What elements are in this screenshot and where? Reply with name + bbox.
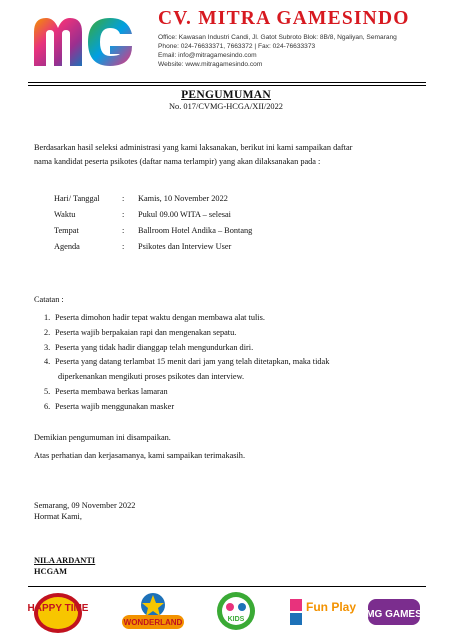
- website: Website: www.mitragamesindo.com: [158, 60, 263, 68]
- header-divider-thin: [28, 85, 426, 86]
- detail-value: Psikotes dan Interview User: [138, 242, 232, 251]
- brand-logo-happy-time: [27, 589, 89, 635]
- detail-value: Ballroom Hotel Andika – Bontang: [138, 226, 253, 235]
- greeting: Hormat Kami,: [34, 512, 82, 521]
- detail-label: Agenda: [54, 242, 80, 251]
- detail-colon: :: [122, 226, 125, 235]
- notes-heading: Catatan :: [34, 295, 64, 304]
- note-number: 3.: [44, 342, 51, 352]
- note-item: [44, 400, 424, 415]
- detail-label: Tempat: [54, 226, 79, 235]
- brand-name: WONDERLAND: [123, 618, 183, 627]
- brand-logo-wonderland: [118, 589, 188, 635]
- detail-label: Waktu: [54, 210, 76, 219]
- note-item: [44, 355, 424, 385]
- brand-name: MG GAMES: [366, 609, 422, 620]
- note-number: 6.: [44, 401, 51, 411]
- document-number: No. 017/CVMG-HCGA/XII/2022: [169, 102, 283, 111]
- brand-logo-fun-play: [286, 589, 357, 635]
- document-title: PENGUMUMAN: [181, 89, 271, 101]
- closing-statement: Demikian pengumuman ini disampaikan.: [34, 433, 171, 442]
- footer-divider: [28, 586, 426, 587]
- intro-line: nama kandidat peserta psikotes (daftar nama terlampir) yang akan dilaksanakan pada :: [34, 157, 321, 166]
- note-number: 4.: [44, 357, 51, 367]
- intro-line: Berdasarkan hasil seleksi administrasi yang kami laksanakan, berikut ini kami sampaikan daftar: [34, 143, 353, 152]
- email: Email: info@mitragamesindo.com: [158, 51, 257, 59]
- detail-label: Hari/ Tanggal: [54, 194, 100, 203]
- note-text: Peserta yang tidak hadir dianggap telah mengundurkan diri.: [55, 342, 254, 352]
- note-text: Peserta yang datang terlambat 15 menit dari jam yang telah ditetapkan, maka tidak: [55, 357, 330, 367]
- detail-colon: :: [122, 194, 125, 203]
- note-text: Peserta wajib berpakaian rapi dan mengenakan sepatu.: [55, 327, 237, 337]
- phone-fax: Phone: 024-76633371, 7663372 | Fax: 024-76633373: [158, 42, 316, 50]
- note-item: [44, 326, 424, 341]
- note-text: Peserta wajib menggunakan masker: [55, 401, 175, 411]
- brand-name: KIDS: [227, 616, 245, 623]
- note-number: 1.: [44, 313, 51, 322]
- detail-value: Kamis, 10 November 2022: [138, 194, 228, 203]
- office-address: Office: Kawasan Industri Candi, Jl. Gatot Subroto Blok: 8B/8, Ngaliyan, Semarang: [158, 34, 397, 41]
- company-name: CV. MITRA GAMESINDO: [158, 8, 410, 29]
- detail-value: Pukul 09.00 WITA – selesai: [138, 210, 231, 219]
- place-date: Semarang, 09 November 2022: [34, 501, 136, 510]
- note-item: [44, 341, 424, 356]
- signer-position: HCGAM: [34, 567, 68, 576]
- note-number: 2.: [44, 327, 51, 337]
- note-item: [44, 311, 424, 326]
- note-text: Peserta dimohon hadir tepat waktu dengan membawa alat tulis.: [55, 313, 265, 322]
- detail-colon: :: [122, 210, 125, 219]
- brand-logos: [28, 589, 426, 637]
- header-divider-thick: [28, 82, 426, 83]
- thanks-statement: Atas perhatian dan kerjasamanya, kami sampaikan terimakasih.: [34, 451, 246, 460]
- note-item: [44, 385, 424, 400]
- signer-name: NILA ARDANTI: [34, 556, 96, 565]
- note-text-continued: diperkenankan mengikuti proses psikotes dan interview.: [58, 372, 245, 382]
- mg-logo: [28, 12, 140, 72]
- brand-name: HAPPY TIME: [27, 603, 89, 614]
- brand-logo-mg-games: [364, 589, 424, 635]
- notes-list: [44, 311, 424, 415]
- intro-paragraph: [34, 141, 424, 169]
- brand-name: Fun Play: [306, 600, 357, 614]
- note-text: Peserta membawa berkas lamaran: [55, 386, 168, 396]
- detail-colon: :: [122, 242, 125, 251]
- note-number: 5.: [44, 386, 51, 396]
- contact-info: [158, 34, 397, 70]
- brand-logo-kids: [214, 589, 258, 635]
